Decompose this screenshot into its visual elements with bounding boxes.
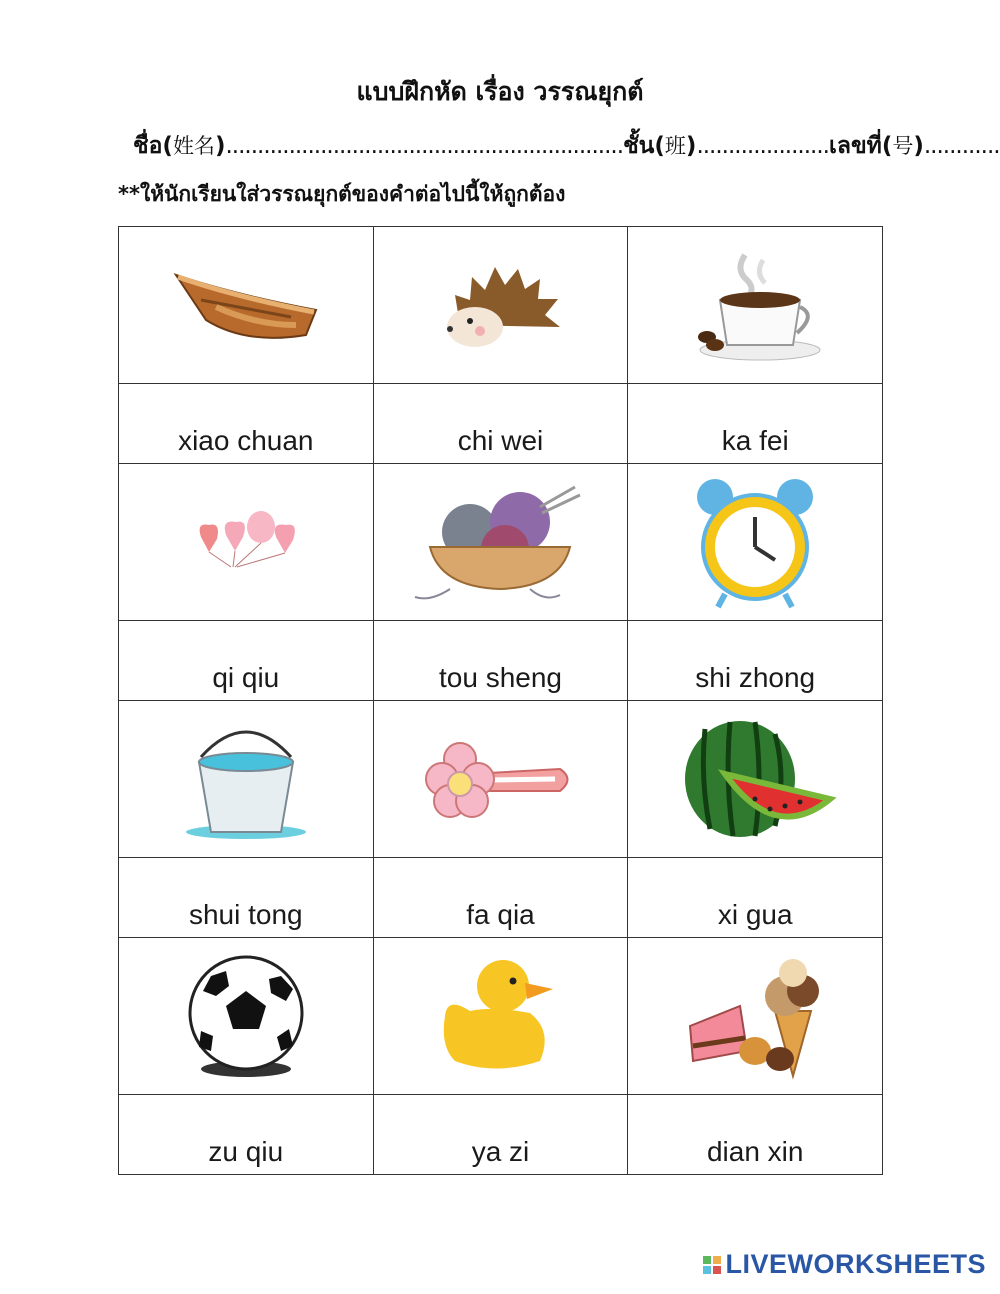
picture-cell [628, 701, 883, 858]
picture-cell [373, 227, 628, 384]
word-cell[interactable] [119, 858, 374, 938]
alarm-clock-icon [690, 472, 820, 612]
number-cjk: 号 [892, 134, 914, 158]
duck-icon [435, 951, 565, 1081]
name-close: ) [214, 133, 226, 159]
student-info-line [133, 128, 1000, 164]
instruction-text: **ให้นักเรียนใส่วรรณยุกต์ของคำต่อไปนี้ให้ถูกต้อง [118, 182, 566, 206]
picture-cell [119, 464, 374, 621]
picture-cell [628, 227, 883, 384]
name-label: ชื่อ( [133, 133, 173, 159]
word-cell[interactable] [119, 1095, 374, 1175]
worksheet-title: แบบฝึกหัด เรื่อง วรรณยุกต์ [356, 77, 644, 106]
pinyin-word: ya zi [471, 1136, 530, 1167]
class-cjk: 班 [664, 134, 686, 158]
word-cell[interactable] [373, 621, 628, 701]
picture-cell [373, 701, 628, 858]
soccer-ball-icon [181, 951, 311, 1081]
desserts-icon [685, 951, 825, 1081]
pinyin-word: tou sheng [438, 662, 562, 693]
pinyin-word: qi qiu [212, 662, 280, 693]
pinyin-word: fa qia [466, 899, 535, 930]
picture-cell [119, 701, 374, 858]
word-cell[interactable] [119, 384, 374, 464]
pinyin-word: shui tong [188, 899, 303, 930]
liveworksheets-brand: LIVEWORKSHEETS [725, 1249, 986, 1279]
pinyin-word: ka fei [721, 425, 789, 456]
pinyin-word: shi zhong [695, 662, 816, 693]
word-cell[interactable] [628, 1095, 883, 1175]
picture-cell [628, 938, 883, 1095]
number-close: ) [913, 133, 924, 159]
pinyin-word: xiao chuan [178, 425, 314, 456]
yarn-basket-icon [410, 477, 590, 607]
liveworksheets-logo-icon [703, 1256, 721, 1274]
vocabulary-grid [118, 226, 883, 1175]
pinyin-word: xi gua [717, 899, 793, 930]
pinyin-word: dian xin [706, 1136, 804, 1167]
bucket-icon [181, 717, 311, 842]
word-cell[interactable] [628, 384, 883, 464]
picture-cell [628, 464, 883, 621]
picture-cell [373, 464, 628, 621]
word-cell[interactable] [373, 1095, 628, 1175]
picture-cell [119, 227, 374, 384]
class-field[interactable]: ..................... [696, 133, 829, 159]
hair-clip-icon [420, 729, 580, 829]
class-label: ชั้น( [623, 133, 665, 159]
picture-cell [119, 938, 374, 1095]
word-cell[interactable] [373, 858, 628, 938]
word-cell[interactable] [119, 621, 374, 701]
hedgehog-icon [430, 255, 570, 355]
pinyin-word: zu qiu [208, 1136, 284, 1167]
number-label: เลขที่( [828, 133, 893, 159]
class-close: ) [685, 133, 697, 159]
name-cjk: 姓名 [172, 134, 215, 158]
liveworksheets-logo[interactable] [703, 1249, 986, 1280]
number-field[interactable]: ............ [923, 133, 1000, 159]
boat-icon [166, 255, 326, 355]
watermelon-icon [675, 714, 835, 844]
pinyin-word: chi wei [457, 425, 544, 456]
word-cell[interactable] [628, 621, 883, 701]
word-cell[interactable] [373, 384, 628, 464]
word-cell[interactable] [628, 858, 883, 938]
name-field[interactable]: ............................................................... [225, 133, 624, 159]
balloons-icon [181, 507, 311, 577]
coffee-icon [685, 245, 825, 365]
picture-cell [373, 938, 628, 1095]
